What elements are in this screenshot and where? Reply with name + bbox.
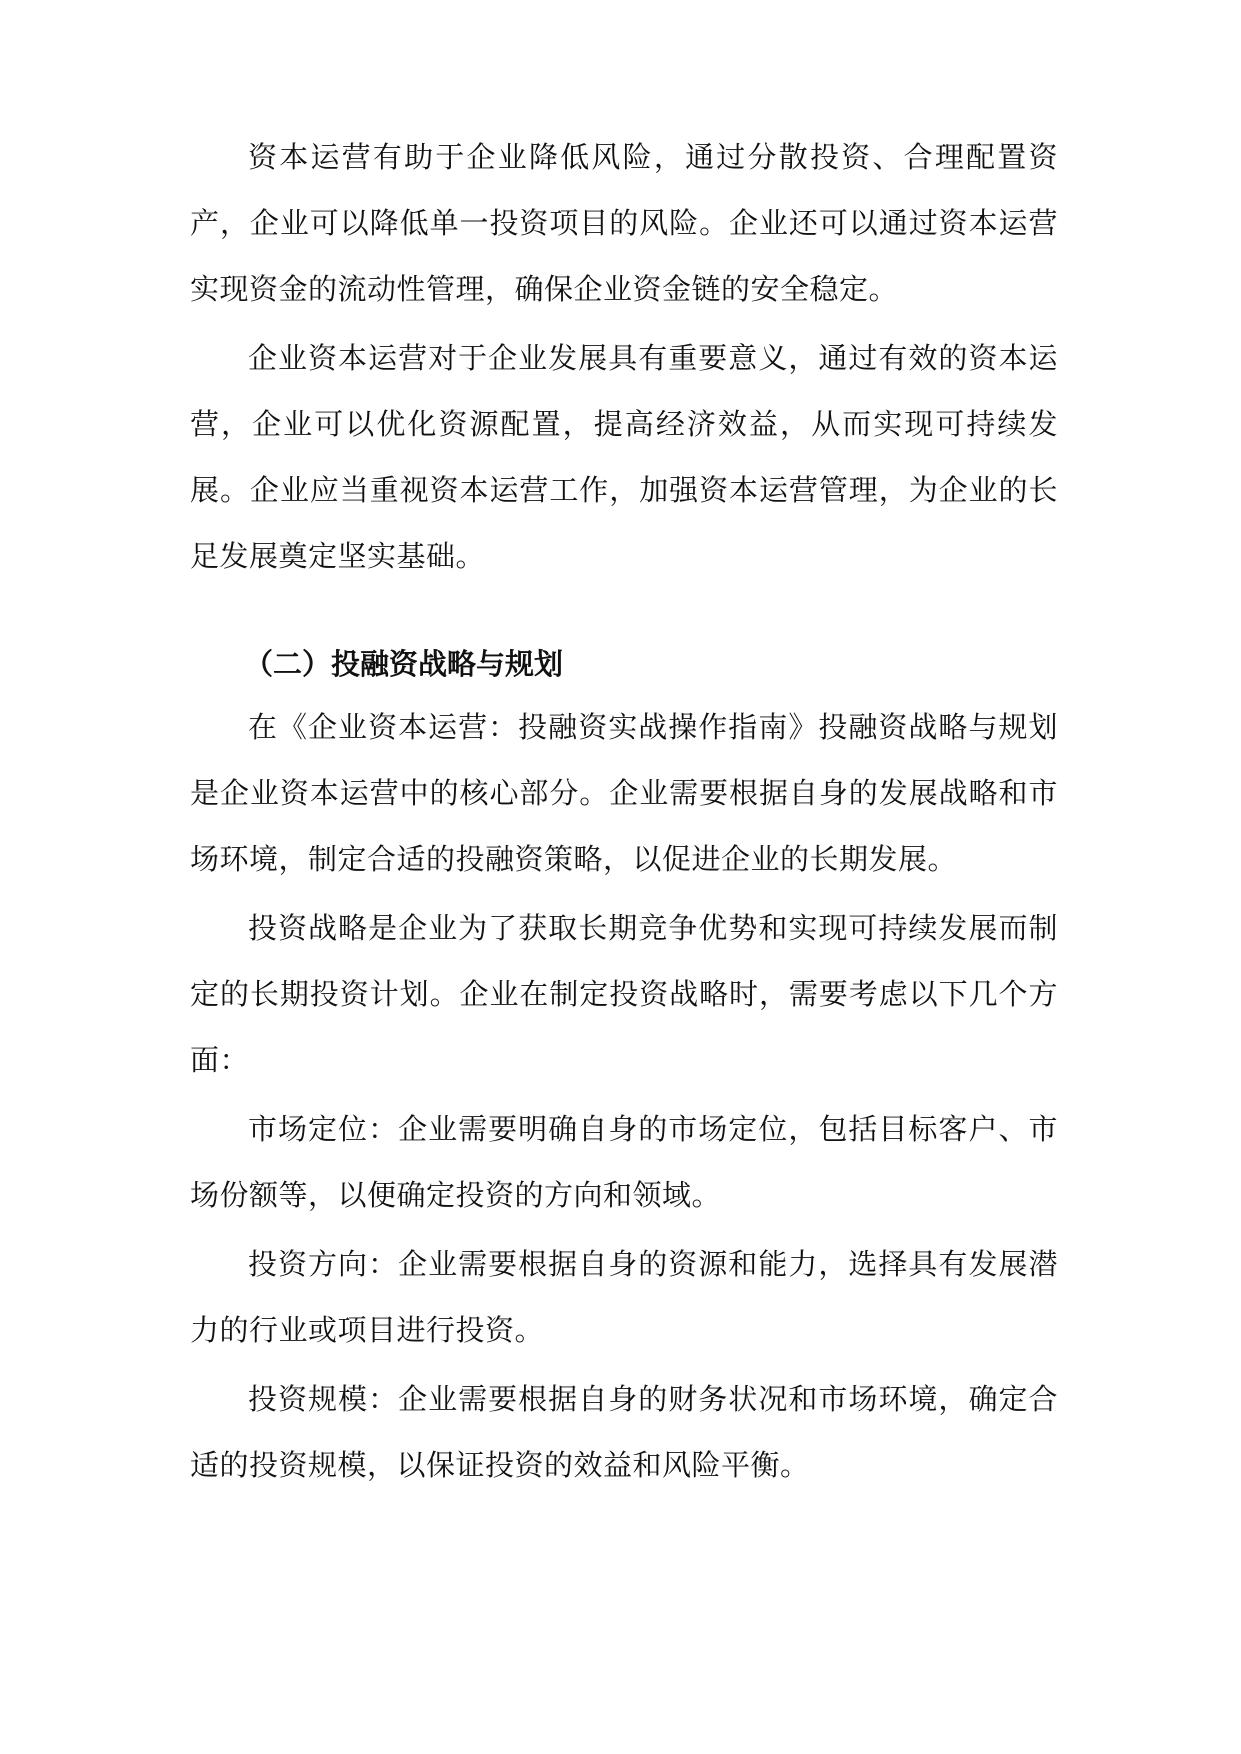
paragraph-capital-operation-significance: 企业资本运营对于企业发展具有重要意义，通过有效的资本运营，企业可以优化资源配置，提高经济效益，从而实现可持续发展。企业应当重视资本运营工作，加强资本运营管理，为企业的长足发展奠定坚实基础。 (190, 341, 1058, 573)
paragraph-risk-reduction: 资本运营有助于企业降低风险，通过分散投资、合理配置资产，企业可以降低单一投资项目的风险。企业还可以通过资本运营实现资金的流动性管理，确保企业资金链的安全稳定。 (190, 140, 1058, 306)
paragraph-investment-scale: 投资规模：企业需要根据自身的财务状况和市场环境，确定合适的投资规模，以保证投资的效益和风险平衡。 (190, 1382, 1058, 1482)
section-heading: （二）投融资战略与规划 (244, 647, 564, 681)
paragraph-investment-direction: 投资方向：企业需要根据自身的资源和能力，选择具有发展潜力的行业或项目进行投资。 (190, 1247, 1058, 1347)
paragraph-strategy-intro: 在《企业资本运营：投融资实战操作指南》投融资战略与规划是企业资本运营中的核心部分。企业需要根据自身的发展战略和市场环境，制定合适的投融资策略，以促进企业的长期发展。 (190, 710, 1058, 876)
paragraph-investment-strategy: 投资战略是企业为了获取长期竞争优势和实现可持续发展而制定的长期投资计划。企业在制定投资战略时，需要考虑以下几个方面： (190, 911, 1058, 1077)
document-page (190, 124, 1058, 1498)
paragraph-market-positioning: 市场定位：企业需要明确自身的市场定位，包括目标客户、市场份额等，以便确定投资的方向和领域。 (190, 1112, 1058, 1212)
